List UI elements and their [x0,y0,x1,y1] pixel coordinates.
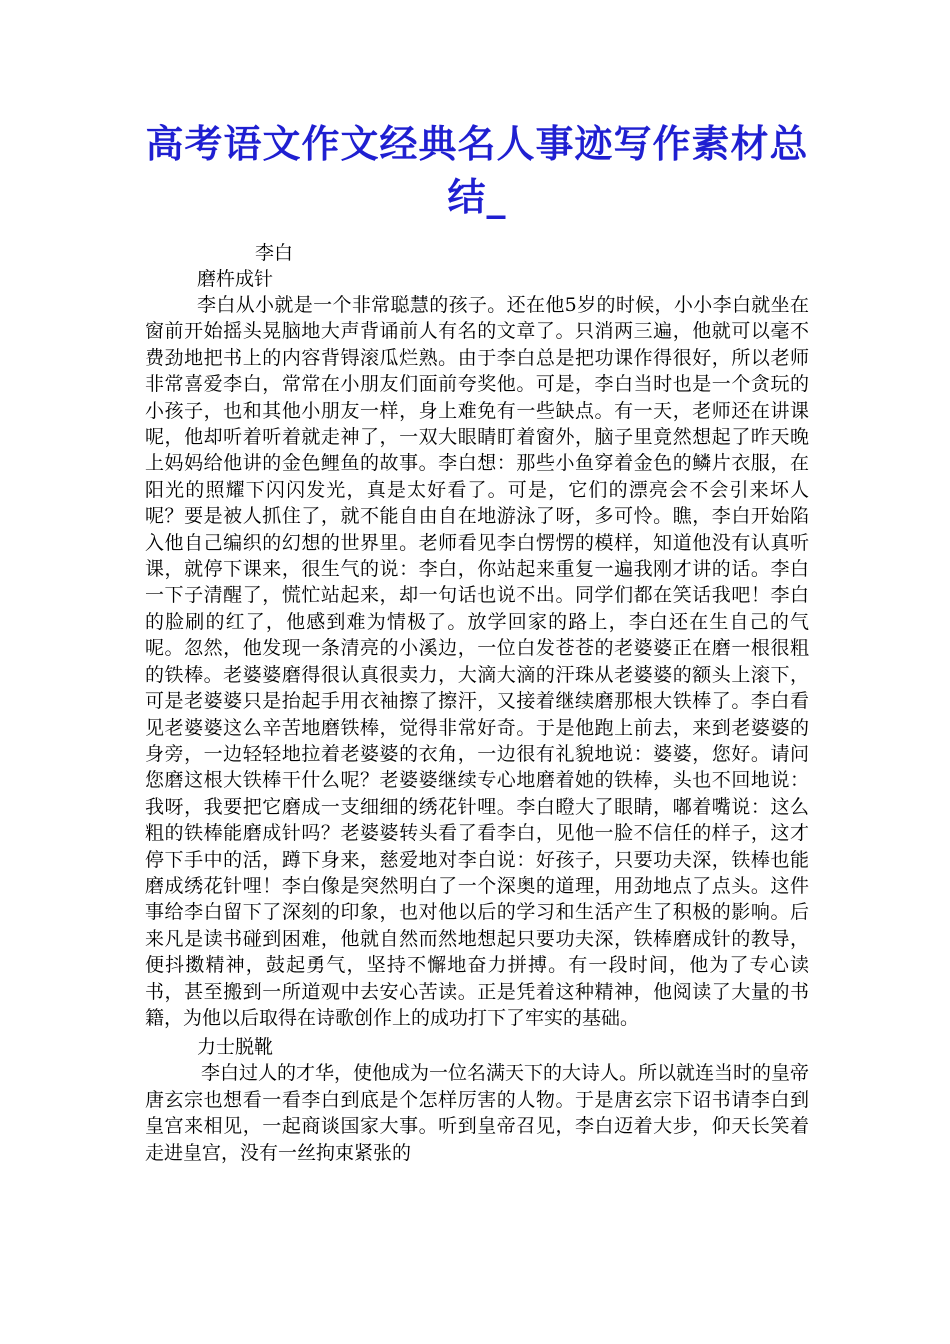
section-paragraph: 李白从小就是一个非常聪慧的孩子。还在他5岁的时候，小小李白就坐在窗前开始摇头晃脑地大声背诵前人有名的文章了。只消两三遍，他就可以毫不费劲地把书上的内容背锝滚瓜烂熟。由于李白总是把功课作得很好，所以老师非常喜爱李白，常常在小朋友们面前夸奖他。可是，李白当时也是一个贪玩的小孩子，也和其他小朋友一样，身上难免有一些缺点。有一天，老师还在讲课呢，他却听着听着就走神了，一双大眼睛盯着窗外，脑子里竟然想起了昨天晚上妈妈给他讲的金色鲤鱼的故事。李白想：那些小鱼穿着金色的鳞片衣服，在阳光的照耀下闪闪发光，真是太好看了。可是，它们的漂亮会不会引来坏人呢？要是被人抓住了，就不能自由自在地游泳了呀，多可怜。瞧，李白开始陷入他自己编织的幻想的世界里。老师看见李白愣愣的模样，知道他没有认真听课，就停下课来，很生气的说：李白，你站起来重复一遍我刚才讲的话。李白一下子清醒了，慌忙站起来，却一句话也说不出。同学们都在笑话我吧！李白的脸刷的红了，他感到难为情极了。放学回家的路上，李白还在生自己的气呢。忽然，他发现一条清亮的小溪边，一位白发苍苍的老婆婆正在磨一根很粗的铁棒。老婆婆磨得很认真很卖力，大滴大滴的汗珠从老婆婆的额头上滚下，可是老婆婆只是抬起手用衣袖擦了擦汗，又接着继续磨那根大铁棒了。李白看见老婆婆这么辛苦地磨铁棒，觉得非常好奇。于是他跑上前去，来到老婆婆的身旁，一边轻轻地拉着老婆婆的衣角，一边很有礼貌地说：婆婆，您好。请问您磨这根大铁棒干什么呢？老婆婆继续专心地磨着她的铁棒，头也不回地说：我呀，我要把它磨成一支细细的绣花针哩。李白瞪大了眼睛，嘟着嘴说：这么粗的铁棒能磨成针吗？老婆婆转头看了看李白，见他一脸不信任的样子，这才停下手中的活，蹲下身来，慈爱地对李白说：好孩子，只要功夫深，铁棒也能磨成绣花针哩！李白像是突然明白了一个深奥的道理，用劲地点了点头。这件事给李白留下了深刻的印象，也对他以后的学习和生活产生了积极的影响。后来凡是读书碰到困难，他就自然而然地想起只要功夫深，铁棒磨成针的教导，便抖擞精神，鼓起勇气，坚持不懈地奋力拼搏。有一段时间，他为了专心读书，甚至搬到一所道观中去安心苦读。正是凭着这种精神，他阅读了大量的书籍，为他以后取得在诗歌创作上的成功打下了牢实的基础。 [145,294,809,1029]
person-name: 李白 [255,242,294,264]
section-heading: 力士脱靴 [197,1036,274,1059]
document-page [145,118,809,1166]
section-paragraph: 李白过人的才华，使他成为一位名满天下的大诗人。所以就连当时的皇帝唐玄宗也想看一看李白到底是个怎样厉害的人物。于是唐玄宗下诏书请李白到皇宫来相见，一起商谈国家大事。听到皇帝召见，李白迈着大步，仰天长笑着走进皇宫，没有一丝拘束紧张的 [145,1062,810,1164]
document-title: 高考语文作文经典名人事迹写作素材总结_ [145,122,809,219]
section-heading: 磨杵成针 [197,268,274,290]
